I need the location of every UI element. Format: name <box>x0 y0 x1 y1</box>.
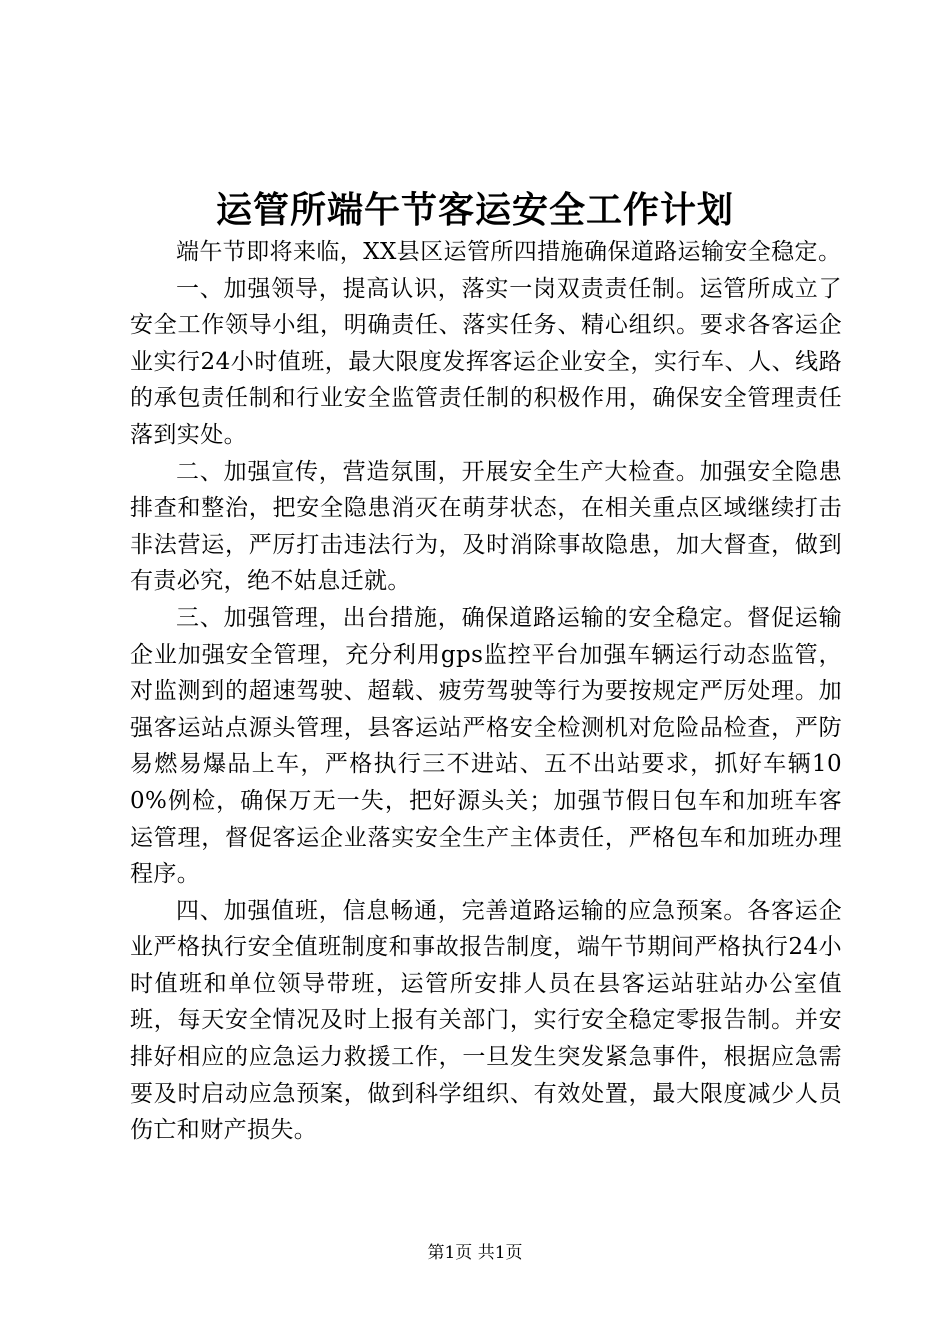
paragraph-section-2: 二、加强宣传，营造氛围，开展安全生产大检查。加强安全隐患排查和整治，把安全隐患消灭在萌芽状态，在相关重点区域继续打击非法营运，严厉打击违法行为，及时消除事故隐患，加大督查，做到有责必究，绝不姑息迁就。 <box>130 458 842 595</box>
paragraph-intro: 端午节即将来临，XX县区运管所四措施确保道路运输安全稳定。 <box>176 239 842 265</box>
page-footer: 第1页 共1页 <box>427 1243 523 1263</box>
paragraph-section-1: 一、加强领导，提高认识，落实一岗双责责任制。运管所成立了安全工作领导小组，明确责任、落实任务、精心组织。要求各客运企业实行24小时值班，最大限度发挥客运企业安全，实行车、人、线路的承包责任制和行业安全监管责任制的积极作用，确保安全管理责任落到实处。 <box>130 275 842 448</box>
document-title: 运管所端午节客运安全工作计划 <box>215 189 734 231</box>
document-body <box>130 234 842 1149</box>
paragraph-section-3: 三、加强管理，出台措施，确保道路运输的安全稳定。督促运输企业加强安全管理，充分利用gps监控平台加强车辆运行动态监管，对监测到的超速驾驶、超载、疲劳驾驶等行为要按规定严厉处理。加强客运站点源头管理，县客运站严格安全检测机对危险品检查，严防易燃易爆品上车，严格执行三不进站、五不出站要求，抓好车辆100%例检，确保万无一失，把好源头关；加强节假日包车和加班车客运管理，督促客运企业落实安全生产主体责任，严格包车和加班办理程序。 <box>130 604 842 888</box>
paragraph-section-4: 四、加强值班，信息畅通，完善道路运输的应急预案。各客运企业严格执行安全值班制度和事故报告制度，端午节期间严格执行24小时值班和单位领导带班，运管所安排人员在县客运站驻站办公室值班，每天安全情况及时上报有关部门，实行安全稳定零报告制。并安排好相应的应急运力救援工作，一旦发生突发紧急事件，根据应急需要及时启动应急预案，做到科学组织、有效处置，最大限度减少人员伤亡和财产损失。 <box>130 897 842 1144</box>
